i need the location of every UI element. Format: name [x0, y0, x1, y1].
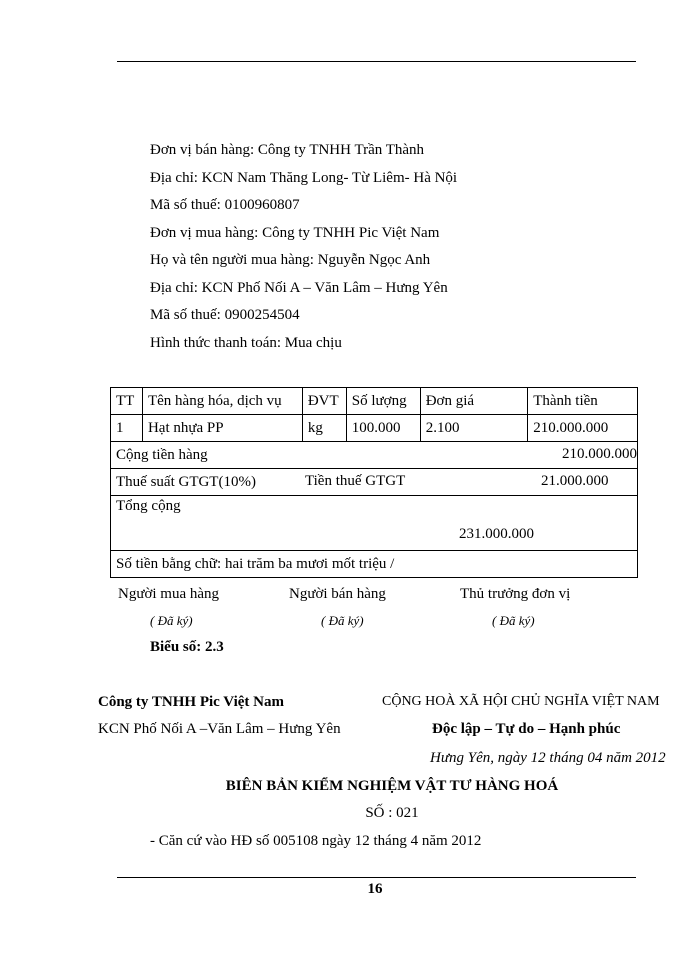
- cell-amount: 210.000.000: [528, 415, 638, 442]
- amount-in-words-row: [111, 551, 638, 578]
- buyer-name: Đơn vị mua hàng: Công ty TNHH Pic Việt Nam: [150, 225, 440, 241]
- page-number: 16: [367, 881, 383, 897]
- signature-buyer-signed: ( Đã ký): [150, 613, 193, 628]
- cell-unit-price: 2.100: [420, 415, 528, 442]
- vat-rate-label: Thuế suất GTGT(10%): [116, 473, 256, 490]
- header-quantity: Số lượng: [346, 388, 420, 415]
- table-row: [111, 415, 638, 442]
- place-date: Hưng Yên, ngày 12 tháng 04 năm 2012: [430, 750, 666, 766]
- top-rule: [117, 61, 636, 62]
- cell-unit: kg: [302, 415, 346, 442]
- report-number: SỐ : 021: [365, 805, 419, 821]
- header-unit-price: Đơn giá: [420, 388, 528, 415]
- signature-seller-signed: ( Đã ký): [321, 613, 364, 628]
- motto: Độc lập – Tự do – Hạnh phúc: [432, 721, 621, 737]
- republic-heading: CỘNG HOÀ XÃ HỘI CHỦ NGHĨA VIỆT NAM: [382, 694, 660, 709]
- seller-tax-code: Mã số thuế: 0100960807: [150, 197, 300, 213]
- seller-name: Đơn vị bán hàng: Công ty TNHH Trần Thành: [150, 142, 425, 158]
- header-amount: Thành tiền: [528, 388, 638, 415]
- vat-value: 21.000.000: [541, 473, 609, 489]
- payment-method: Hình thức thanh toán: Mua chịu: [150, 335, 342, 351]
- table-header-row: [111, 388, 638, 415]
- report-title: BIÊN BẢN KIỂM NGHIỆM VẬT TƯ HÀNG HOÁ: [225, 778, 559, 794]
- company-address: KCN Phố Nối A –Văn Lâm – Hưng Yên: [98, 721, 341, 737]
- bottom-rule: [117, 877, 636, 878]
- cell-tt: 1: [111, 415, 143, 442]
- signature-seller-title: Người bán hàng: [289, 586, 386, 602]
- cell-quantity: 100.000: [346, 415, 420, 442]
- report-basis: - Căn cứ vào HĐ số 005108 ngày 12 tháng 4 năm 2012: [150, 833, 482, 849]
- buyer-tax-code: Mã số thuế: 0900254504: [150, 307, 300, 323]
- invoice-table: [110, 387, 638, 578]
- vat-amount-label: Tiền thuế GTGT: [305, 473, 406, 489]
- header-unit: ĐVT: [302, 388, 346, 415]
- subtotal-label: Cộng tiền hàng: [116, 446, 208, 463]
- vat-row: [111, 469, 638, 496]
- seller-address: Địa chỉ: KCN Nam Thăng Long- Từ Liêm- Hà Nội: [150, 170, 458, 186]
- amount-in-words: Số tiền bằng chữ: hai trăm ba mươi mốt triệu /: [111, 551, 638, 578]
- total-value: 231.000.000: [459, 526, 534, 542]
- subtotal-value: 210.000.000: [562, 446, 637, 462]
- total-row: [111, 496, 638, 551]
- subtotal-row: [111, 442, 638, 469]
- cell-item: Hạt nhựa PP: [142, 415, 302, 442]
- company-name: Công ty TNHH Pic Việt Nam: [98, 694, 284, 710]
- total-label: Tổng cộng: [116, 498, 181, 514]
- header-tt: TT: [111, 388, 143, 415]
- signature-buyer-title: Người mua hàng: [118, 586, 220, 602]
- buyer-address: Địa chỉ: KCN Phố Nối A – Văn Lâm – Hưng Yên: [150, 280, 448, 296]
- buyer-person: Họ và tên người mua hàng: Nguyễn Ngọc Anh: [150, 252, 431, 268]
- header-item: Tên hàng hóa, dịch vụ: [142, 388, 302, 415]
- signature-head-title: Thủ trưởng đơn vị: [460, 586, 571, 602]
- exhibit-number: Biểu số: 2.3: [150, 639, 224, 655]
- signature-head-signed: ( Đã ký): [492, 613, 535, 628]
